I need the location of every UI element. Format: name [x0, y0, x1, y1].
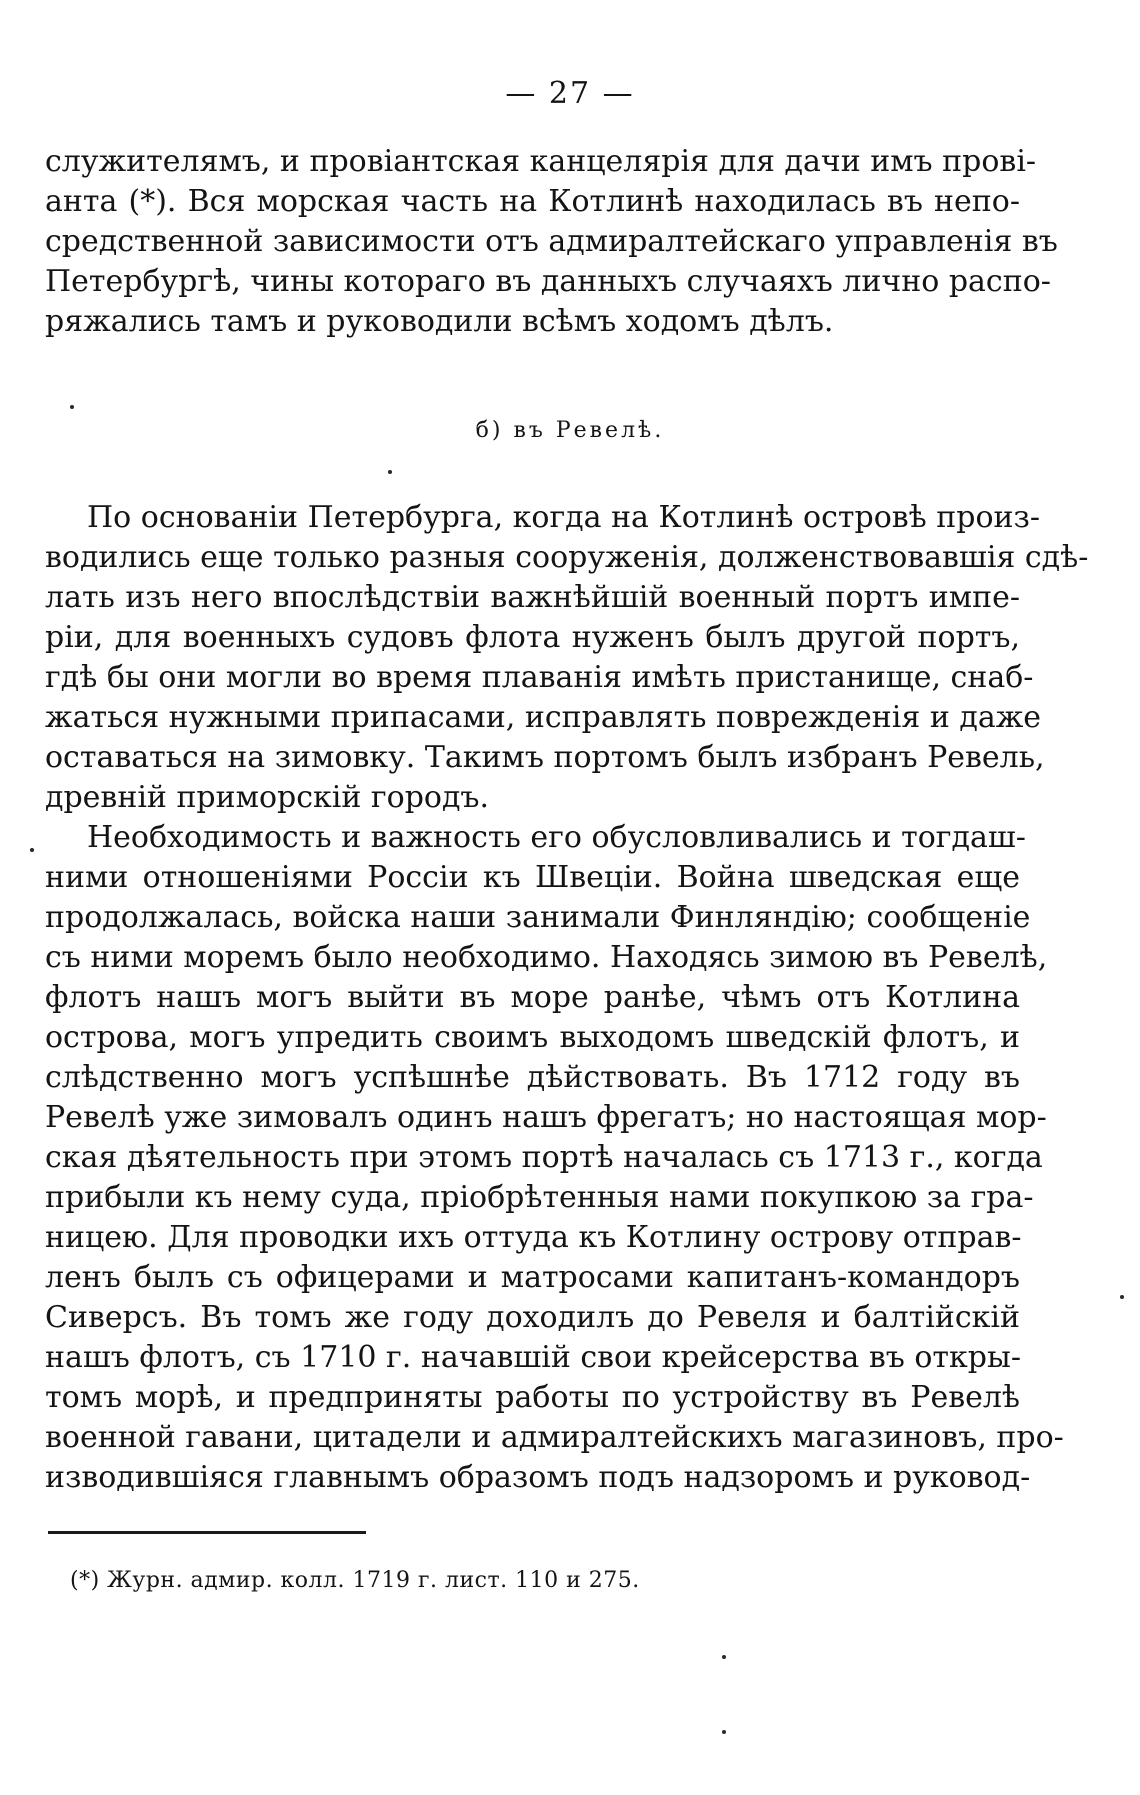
text-line: военной гавани, цитадели и адмиралтейскихъ магазиновъ, про-: [45, 1420, 1064, 1455]
paragraph-2: [45, 818, 1064, 1498]
text-line: Петербургѣ, чины котораго въ данныхъ случаяхъ лично распо-: [45, 264, 1051, 299]
text-line: съ ними моремъ было необходимо. Находясь зимою въ Ревелѣ,: [45, 940, 1048, 975]
scan-speck: [30, 848, 34, 852]
text-line: жаться нужными припасами, исправлять поврежденія и даже: [45, 700, 1042, 735]
text-line: ская дѣятельность при этомъ портѣ началась съ 1713 г., когда: [45, 1140, 1043, 1175]
text-line: водились еще только разныя сооруженія, долженствовавшія сдѣ-: [45, 540, 1089, 575]
text-line: Сиверсъ. Въ томъ же году доходилъ до Ревеля и балтійскій: [45, 1300, 1020, 1335]
footnote: (*) Журн. адмир. колл. 1719 г. лист. 110 и 275.: [70, 1568, 640, 1593]
scan-speck: [722, 1730, 726, 1734]
text-line: продолжалась, войска наши занимали Финляндію; сообщеніе: [45, 900, 1031, 935]
page-number: — 27 —: [505, 76, 635, 111]
text-line: средственной зависимости отъ адмиралтейскаго управленія въ: [45, 224, 1058, 259]
text-line: служителямъ, и провіантская канцелярія для дачи имъ провi-: [45, 144, 1037, 179]
text-line: флотъ нашъ могъ выйти въ море ранѣе, чѣмъ отъ Котлина: [45, 980, 1020, 1015]
text-line: гдѣ бы они могли во время плаванія имѣть пристанище, снаб-: [45, 660, 1034, 695]
text-line: нашъ флотъ, съ 1710 г. начавшій свои крейсерства въ откры-: [45, 1340, 1021, 1375]
opening-paragraph: [45, 142, 1058, 342]
text-line: ними отношеніями Россіи къ Швеціи. Война шведская еще: [45, 860, 1020, 895]
text-line: томъ морѣ, и предприняты работы по устройству въ Ревелѣ: [45, 1380, 1020, 1415]
scan-speck: [388, 470, 392, 474]
text-line: слѣдственно могъ успѣшнѣе дѣйствовать. Въ 1712 году въ: [45, 1060, 1020, 1095]
text-line: ріи, для военныхъ судовъ флота нуженъ былъ другой портъ,: [45, 620, 1020, 655]
scan-speck: [70, 405, 74, 409]
text-line: анта (*). Вся морская часть на Котлинѣ находилась въ непо-: [45, 184, 1020, 219]
text-line: изводившіяся главнымъ образомъ подъ надзоромъ и руковод-: [45, 1460, 1031, 1495]
section-heading: б) въ Ревелѣ.: [475, 418, 665, 443]
text-line: прибыли къ нему суда, пріобрѣтенныя нами покупкою за гра-: [45, 1180, 1034, 1215]
text-line: оставаться на зимовку. Такимъ портомъ былъ избранъ Ревель,: [45, 740, 1045, 775]
footnote-divider: [48, 1531, 366, 1534]
text-line: По основаніи Петербурга, когда на Котлинѣ островѣ произ-: [87, 500, 1041, 535]
text-line: Ревелѣ уже зимовалъ одинъ нашъ фрегатъ; но настоящая мор-: [45, 1100, 1047, 1135]
paragraph-1: [45, 498, 1089, 818]
text-line: древній приморскій городъ.: [45, 780, 490, 815]
text-line: лать изъ него впослѣдствіи важнѣйшій военный портъ импе-: [45, 580, 1020, 615]
text-line: острова, могъ упредить своимъ выходомъ шведскій флотъ, и: [45, 1020, 1020, 1055]
text-line: ницею. Для проводки ихъ оттуда къ Котлину острову отправ-: [45, 1220, 1022, 1255]
text-line: ряжались тамъ и руководили всѣмъ ходомъ дѣлъ.: [45, 304, 834, 339]
scan-speck: [722, 1655, 726, 1659]
text-line: ленъ былъ съ офицерами и матросами капитанъ-командоръ: [45, 1260, 1020, 1295]
text-line: Необходимость и важность его обусловливались и тогдаш-: [87, 820, 1026, 855]
scan-speck: [1120, 1295, 1124, 1299]
